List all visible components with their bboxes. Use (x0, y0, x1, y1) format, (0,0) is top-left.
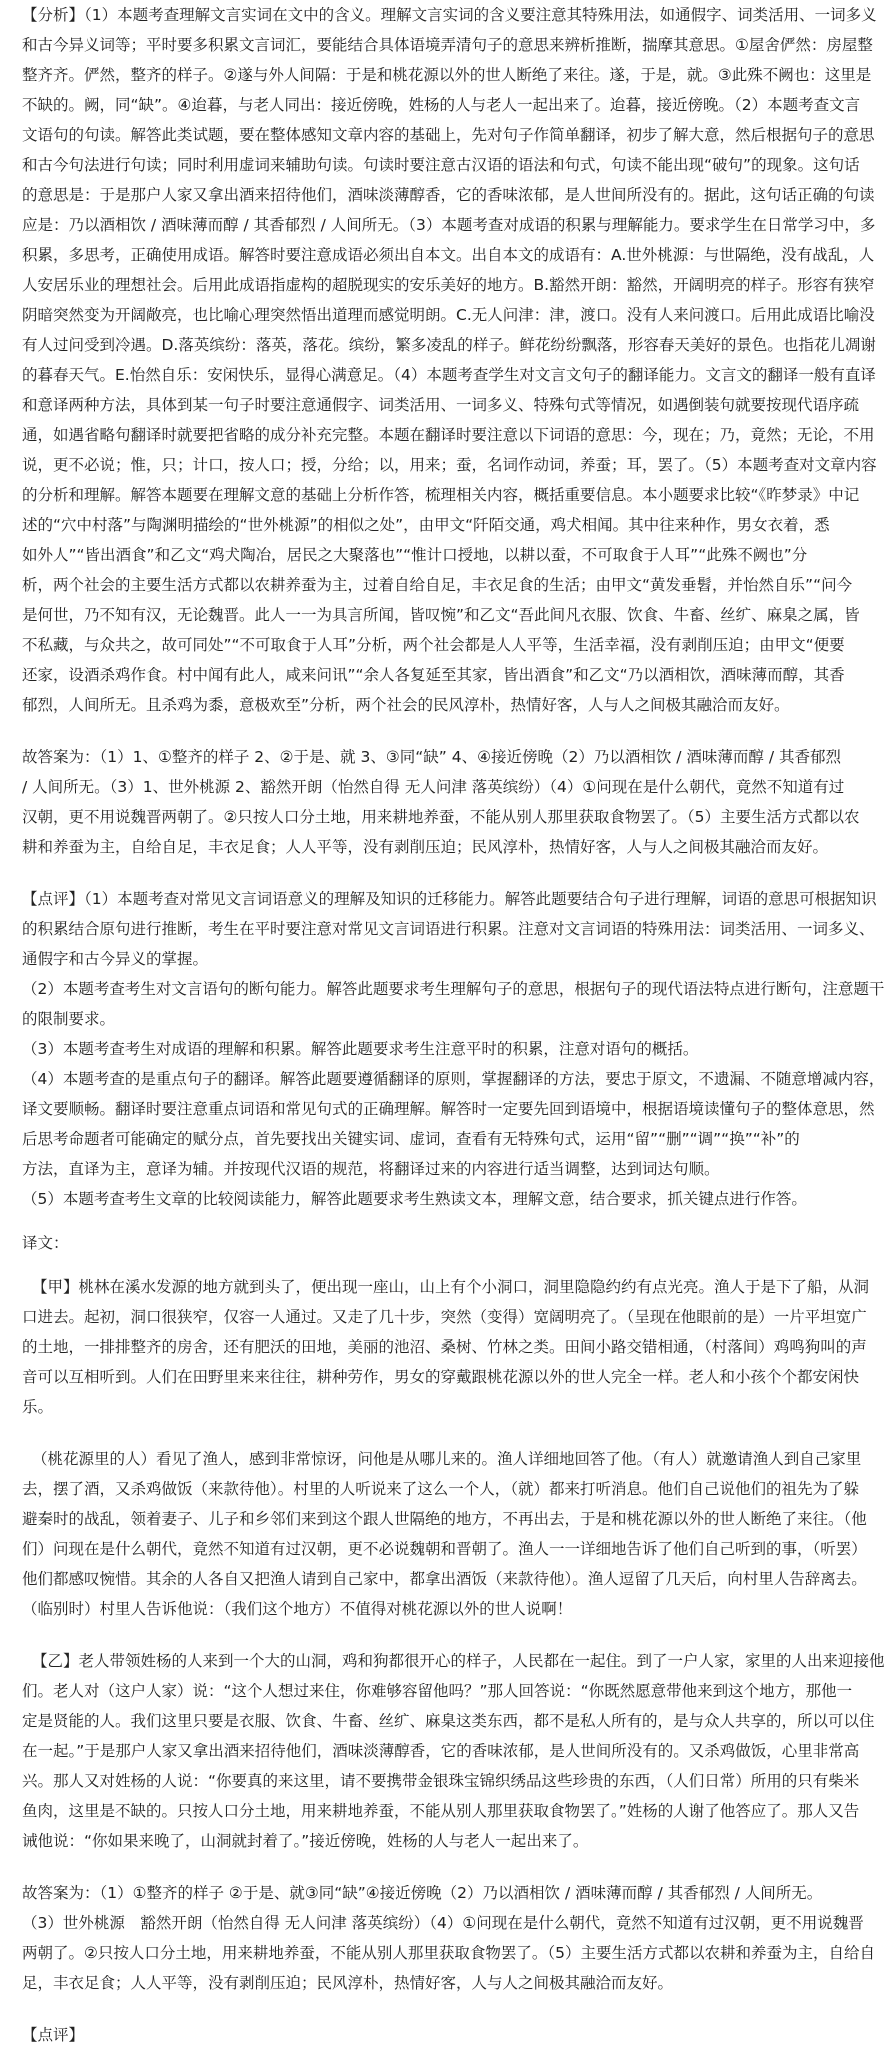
text-line: （桃花源里的人）看见了渔人，感到非常惊讶，问他是从哪儿来的。渔人详细地回答了他。（有人）就邀请渔人到自己家里 (32, 1450, 862, 1468)
text-line: （4）本题考查的是重点句子的翻译。解答此题要遵循翻译的原则，掌握翻译的方法，要忠于原文，不遗漏、不随意增减内容， (22, 1070, 885, 1088)
text-line: 应是：乃以酒相饮 / 酒味薄而醇 / 其香郁烈 / 人间所无。（3）本题考查对成语的积累与理解能力。要求学生在日常学习中，多 (22, 216, 876, 234)
text-line: 故答案为：（1）①整齐的样子 ②于是、就③同“缺”④接近傍晚（2）乃以酒相饮 / 酒味薄而醇 / 其香郁烈 / 人间所无。 (22, 1884, 823, 1902)
text-line: 们。老人对（这户人家）说：“这个人想过来住，你难够容留他吗？”那人回答说：“你既然愿意带他来到这个地方，那他一 (22, 1682, 853, 1700)
text-line: 去，摆了酒，又杀鸡做饭（来款待他）。村里的人听说来了这么一个人，（就）都来打听消息。他们自己说他们的祖先为了躲 (22, 1480, 860, 1498)
text-line: 【乙】老人带领姓杨的人来到一个大的山洞，鸡和狗都很开心的样子，人民都在一起住。到了一户人家，家里的人出来迎接他 (32, 1652, 885, 1670)
text-line: （临别时）村里人告诉他说：（我们这个地方）不值得对桃花源以外的世人说啊！ (22, 1600, 573, 1618)
text-line: （3）本题考查考生对成语的理解和积累。解答此题要求考生注意平时的积累，注意对语句的概括。 (22, 1040, 699, 1058)
text-line: 耕和养蚕为主，自给自足，丰衣足食；人人平等，没有剥削压迫；民风淳朴，热情好客，人与人之间极其融洽而友好。 (22, 838, 829, 856)
text-line: 通，如遇省略句翻译时就要把省略的成分补充完整。本题在翻译时要注意以下词语的意思：今，现在；乃，竟然；无论，不用 (22, 426, 875, 444)
text-line: 方法，直译为主，意译为辅。并按现代汉语的规范，将翻译过来的内容进行适当调整，达到词达句顺。 (22, 1160, 720, 1178)
text-line: 整齐齐。俨然，整齐的样子。②遂与外人间隔：于是和桃花源以外的世人断绝了来往。遂，于是，就。③此殊不阙也：这里是 (22, 66, 872, 84)
text-line: （3）世外桃源 豁然开朗（怡然自得 无人问津 落英缤纷）（4）①问现在是什么朝代，竟然不知道有过汉朝，更不用说魏晋 (22, 1914, 864, 1932)
translation-jia-2 (22, 1444, 867, 1624)
text-line: 【点评】（1）本题考查对常见文言词语意义的理解及知识的迁移能力。解答此题要结合句子进行理解，词语的意思可根据知识 (22, 890, 877, 908)
text-line: 兴。那人又对姓杨的人说：“你要真的来这里，请不要携带金银珠宝锦织绣品这些珍贵的东西，（人们日常）所用的只有柴米 (22, 1772, 860, 1790)
text-line: 故答案为：（1）1、①整齐的样子 2、②于是、就 3、③同“缺” 4、④接近傍晚（2）乃以酒相饮 / 酒味薄而醇 / 其香郁烈 (22, 748, 841, 766)
text-line: 的积累结合原句进行推断，考生在平时要注意对常见文言词语进行积累。注意对文言词语的特殊用法：词类活用、一词多义、 (22, 920, 875, 938)
text-line: 说，更不必说；惟，只；计口，按人口；授，分给；以，用来；蚕，名词作动词，养蚕；耳，罢了。（5）本题考查对文章内容 (22, 456, 877, 474)
text-line: 不私藏，与众共之，故可同处”“不可取食于人耳”分析，两个社会都是人人平等，生活幸福，没有剥削压迫；由甲文“便要 (22, 636, 845, 654)
text-line: 的限制要求。 (22, 1010, 116, 1028)
text-line: / 人间所无。（3）1、世外桃源 2、豁然开朗（怡然自得 无人问津 落英缤纷）（4）①问现在是什么朝代，竟然不知道有过 (22, 778, 845, 796)
translation-label: 译文： (22, 1234, 69, 1252)
text-line: 【甲】桃林在溪水发源的地方就到头了，便出现一座山，山上有个小洞口，洞里隐隐约约有点光亮。渔人于是下了船，从洞 (32, 1278, 870, 1296)
text-line: 积累，多思考，正确使用成语。解答时要注意成语必须出自本文。出自本文的成语有：A.世外桃源：与世隔绝，没有战乱，人 (22, 246, 875, 264)
text-line: 译文要顺畅。翻译时要注意重点词语和常见句式的正确理解。解答时一定要先回到语境中，根据语境读懂句子的整体意思，然 (22, 1100, 875, 1118)
text-line: 们）问现在是什么朝代，竟然不知道有过汉朝，更不必说魏朝和晋朝了。渔人一一详细地告诉了他们自己听到的事，（听罢） (22, 1540, 867, 1558)
final-comment-label: 【点评】 (22, 2026, 85, 2044)
text-line: 是何世，乃不知有汉，无论魏晋。此人一一为具言所闻，皆叹惋”和乙文“吾此间凡衣服、饮食、牛畜、丝纩、麻臬之属，皆 (22, 606, 860, 624)
text-line: 的意思是：于是那户人家又拿出酒来招待他们，酒味淡薄醇香，它的香味浓郁，是人世间所没有的。据此，这句话正确的句读 (22, 186, 875, 204)
text-line: 诫他说：“你如果来晚了，山洞就封着了。”接近傍晚，姓杨的人与老人一起出来了。 (22, 1832, 589, 1850)
text-line: 音可以互相听到。人们在田野里来来往往，耕种劳作，男女的穿戴跟桃花源以外的世人完全一样。老人和小孩个个都安闲快 (22, 1368, 860, 1386)
text-line: 两朝了。②只按人口分土地，用来耕地养蚕，不能从别人那里获取食物罢了。（5）主要生活方式都以农耕和养蚕为主，自给自 (22, 1944, 876, 1962)
text-line: （5）本题考查考生文章的比较阅读能力，解答此题要求考生熟读文本，理解文意，结合要求，抓关键点进行作答。 (22, 1190, 807, 1208)
text-line: 郁烈，人间所无。且杀鸡为黍，意极欢至”分析，两个社会的民风淳朴，热情好客，人与人之间极其融洽而友好。 (22, 696, 790, 714)
text-line: 通假字和古今异义的掌握。 (22, 950, 209, 968)
text-line: 的暮春天气。E.怡然自乐：安闲快乐，显得心满意足。（4）本题考查学生对文言文句子的翻译能力。文言文的翻译一般有直译 (22, 366, 876, 384)
text-line: 定是贤能的人。我们这里只要是衣服、饮食、牛畜、丝纩、麻臬这类东西，都不是私人所有的，是与众人共享的，所以可以住 (22, 1712, 875, 1730)
text-line: 口进去。起初，洞口很狭窄，仅容一人通过。又走了几十步，突然（变得）宽阔明亮了。（呈现在他眼前的是）一片平坦宽广 (22, 1308, 867, 1326)
text-line: 【分析】（1）本题考查理解文言实词在文中的含义。理解文言实词的含义要注意其特殊用法，如通假字、词类活用、一词多义 (22, 6, 877, 24)
text-line: （2）本题考查考生对文言语句的断句能力。解答此题要求考生理解句子的意思，根据句子的现代语法特点进行断句，注意题干 (22, 980, 885, 998)
text-line: 后思考命题者可能确定的赋分点，首先要找出关键实词、虚词，查看有无特殊句式，运用“留”“删”“调”“换”“补”的 (22, 1130, 800, 1148)
text-line: 和古今句法进行句读；同时利用虚词来辅助句读。句读时要注意古汉语的语法和句式，句读不能出现“破句”的现象。这句话 (22, 156, 860, 174)
text-line: 如外人”“皆出酒食”和乙文“鸡犬陶冶，居民之大聚落也”“惟计口授地，以耕以蚕，不可取食于人耳”“此殊不阙也”分 (22, 546, 808, 564)
text-line: 不缺的。阙，同“缺”。④迨暮，与老人同出：接近傍晚，姓杨的人与老人一起出来了。迨暮，接近傍晚。（2）本题考查文言 (22, 96, 861, 114)
text-line: 和意译两种方法，具体到某一句子时要注意通假字、词类活用、一词多义、特殊句式等情况，如遇倒装句就要按现代语序疏 (22, 396, 860, 414)
analysis-section (22, 0, 877, 720)
text-line: 述的“穴中村落”与陶渊明描绘的“世外桃源”的相似之处”，由甲文“阡陌交通，鸡犬相闻。其中往来种作，男女衣着，悉 (22, 516, 830, 534)
text-line: 汉朝，更不用说魏晋两朝了。②只按人口分土地，用来耕地养蚕，不能从别人那里获取食物罢了。（5）主要生活方式都以农 (22, 808, 860, 826)
text-line: 有人过问受到冷遇。D.落英缤纷：落英，落花。缤纷，繁多凌乱的样子。鲜花纷纷飘落，形容春天美好的景色。也指花儿凋谢 (22, 336, 876, 354)
answer-section-1 (22, 742, 860, 862)
text-line: 还家，设酒杀鸡作食。村中闻有此人，咸来问讯”“余人各复延至其家，皆出酒食”和乙文“乃以酒相饮，酒味薄而醇，其香 (22, 666, 845, 684)
text-line: 人安居乐业的理想社会。后用此成语指虚构的超脱现实的安乐美好的地方。B.豁然开朗：豁然，开阔明亮的样子。形容有狭窄 (22, 276, 875, 294)
text-line: 和古今异义词等；平时要多积累文言词汇，要能结合具体语境弄清句子的意思来辨析推断，揣摩其意思。①屋舍俨然：房屋整 (22, 36, 873, 54)
translation-jia (22, 1272, 870, 1422)
text-line: 在一起。”于是那户人家又拿出酒来招待他们，酒味淡薄醇香，它的香味浓郁，是人世间所没有的。又杀鸡做饭，心里非常高 (22, 1742, 860, 1760)
text-line: 他们都感叹惋惜。其余的人各自又把渔人请到自己家中，都拿出酒饭（来款待他）。渔人逗留了几天后，向村里人告辞离去。 (22, 1570, 867, 1588)
text-line: 文语句的句读。解答此类试题，要在整体感知文章内容的基础上，先对句子作简单翻译，初步了解大意，然后根据句子的意思 (22, 126, 875, 144)
text-line: 阴暗突然变为开阔敞亮，也比喻心理突然悟出道理而感觉明朗。C.无人问津：津，渡口。没有人来问渡口。后用此成语比喻没 (22, 306, 875, 324)
text-line: 析，两个社会的主要生活方式都以农耕养蚕为主，过着自给自足，丰衣足食的生活；由甲文“黄发垂髫，并怡然自乐”“问今 (22, 576, 853, 594)
answer-section-2 (22, 1878, 876, 1998)
text-line: 鱼肉，这里是不缺的。只按人口分土地，用来耕地养蚕，不能从别人那里获取食物罢了。”姓杨的人谢了他答应了。那人又告 (22, 1802, 860, 1820)
comment-section (22, 884, 885, 1214)
translation-yi (22, 1646, 885, 1856)
text-line: 乐。 (22, 1398, 54, 1416)
text-line: 的分析和理解。解答本题要在理解文意的基础上分析作答，梳理相关内容，概括重要信息。本小题要求比较“《昨梦录》中记 (22, 486, 860, 504)
text-line: 足，丰衣足食；人人平等，没有剥削压迫；民风淳朴，热情好客，人与人之间极其融洽而友好。 (22, 1974, 674, 1992)
text-line: 的土地，一排排整齐的房舍，还有肥沃的田地，美丽的池沼、桑树、竹林之类。田间小路交错相通，（村落间）鸡鸣狗叫的声 (22, 1338, 867, 1356)
text-line: 避秦时的战乱，领着妻子、儿子和乡邻们来到这个跟人世隔绝的地方，不再出去，于是和桃花源以外的世人断绝了来往。（他 (22, 1510, 867, 1528)
